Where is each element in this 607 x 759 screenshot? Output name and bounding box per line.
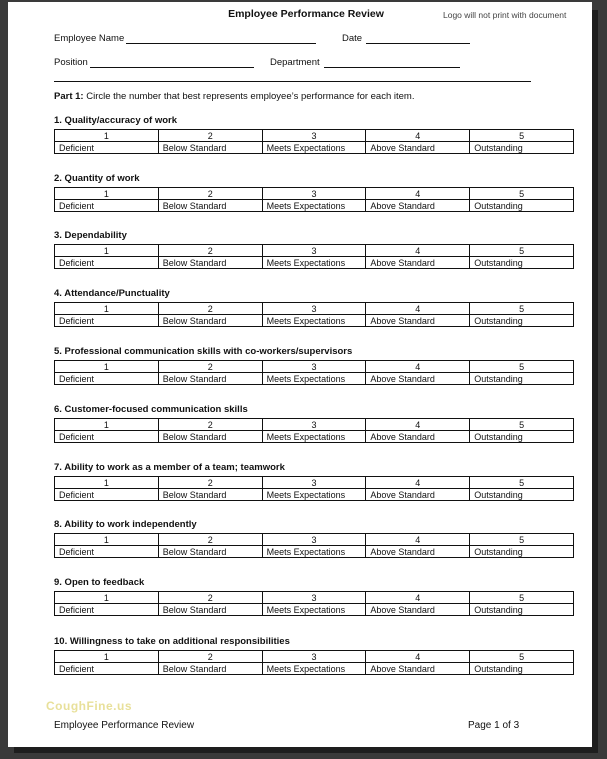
- rating-option-4[interactable]: 4: [366, 245, 470, 257]
- rating-option-5[interactable]: 5: [470, 245, 574, 257]
- rating-item-title: 9. Open to feedback: [54, 577, 145, 588]
- rating-option-3[interactable]: 3: [262, 419, 366, 431]
- rating-option-1[interactable]: 1: [55, 245, 159, 257]
- rating-option-4[interactable]: 4: [366, 130, 470, 142]
- rating-option-3[interactable]: 3: [262, 303, 366, 315]
- rating-item-9: [54, 577, 574, 616]
- date-label: Date: [342, 33, 363, 44]
- page-shadow-right: [592, 10, 598, 752]
- rating-item-title: 8. Ability to work independently: [54, 519, 197, 530]
- rating-option-2[interactable]: 2: [158, 245, 262, 257]
- rating-label-1: Deficient: [55, 489, 159, 501]
- rating-item-title: 10. Willingness to take on additional responsibilities: [54, 636, 290, 647]
- footer-page-number: Page 1 of 3: [468, 720, 520, 731]
- rating-option-3[interactable]: 3: [262, 651, 366, 663]
- logo-note: Logo will not print with document: [443, 10, 567, 20]
- rating-label-4: Above Standard: [366, 373, 470, 385]
- rating-label-5: Outstanding: [470, 257, 574, 269]
- rating-label-5: Outstanding: [470, 200, 574, 212]
- rating-scale-table: [54, 360, 574, 385]
- rating-item-1: [54, 115, 574, 154]
- rating-label-1: Deficient: [55, 142, 159, 154]
- rating-option-1[interactable]: 1: [55, 361, 159, 373]
- rating-scale-table: [54, 302, 574, 327]
- rating-item-title: 6. Customer-focused communication skills: [54, 404, 248, 415]
- rating-option-1[interactable]: 1: [55, 303, 159, 315]
- rating-item-title: 4. Attendance/Punctuality: [54, 288, 170, 299]
- rating-option-3[interactable]: 3: [262, 592, 366, 604]
- rating-label-2: Below Standard: [158, 373, 262, 385]
- instructions-part-label: Part 1:: [54, 91, 84, 102]
- rating-scale-table: [54, 187, 574, 212]
- rating-option-5[interactable]: 5: [470, 592, 574, 604]
- rating-label-2: Below Standard: [158, 604, 262, 616]
- rating-label-3: Meets Expectations: [262, 546, 366, 558]
- rating-option-2[interactable]: 2: [158, 419, 262, 431]
- rating-label-5: Outstanding: [470, 663, 574, 675]
- position-label: Position: [54, 57, 88, 68]
- rating-item-5: [54, 346, 574, 385]
- rating-option-5[interactable]: 5: [470, 477, 574, 489]
- rating-option-3[interactable]: 3: [262, 188, 366, 200]
- rating-option-5[interactable]: 5: [470, 361, 574, 373]
- employee-name-field: [54, 33, 316, 44]
- rating-scale-table: [54, 476, 574, 501]
- rating-option-2[interactable]: 2: [158, 361, 262, 373]
- footer-title: Employee Performance Review: [54, 720, 195, 731]
- rating-label-3: Meets Expectations: [262, 489, 366, 501]
- rating-item-10: [54, 636, 574, 675]
- rating-label-1: Deficient: [55, 431, 159, 443]
- rating-option-4[interactable]: 4: [366, 188, 470, 200]
- rating-scale-table: [54, 650, 574, 675]
- rating-label-2: Below Standard: [158, 546, 262, 558]
- rating-label-1: Deficient: [55, 315, 159, 327]
- rating-label-5: Outstanding: [470, 489, 574, 501]
- department-label: Department: [270, 57, 320, 68]
- rating-label-4: Above Standard: [366, 200, 470, 212]
- rating-option-2[interactable]: 2: [158, 188, 262, 200]
- rating-label-3: Meets Expectations: [262, 663, 366, 675]
- rating-item-title: 2. Quantity of work: [54, 173, 140, 184]
- header-separator: [54, 81, 531, 82]
- position-line[interactable]: [90, 57, 254, 68]
- rating-option-1[interactable]: 1: [55, 534, 159, 546]
- rating-option-3[interactable]: 3: [262, 477, 366, 489]
- rating-label-3: Meets Expectations: [262, 431, 366, 443]
- rating-label-3: Meets Expectations: [262, 142, 366, 154]
- rating-option-2[interactable]: 2: [158, 477, 262, 489]
- rating-item-title: 3. Dependability: [54, 230, 127, 241]
- rating-item-7: [54, 462, 574, 501]
- rating-option-2[interactable]: 2: [158, 534, 262, 546]
- rating-option-1[interactable]: 1: [55, 651, 159, 663]
- instructions: [54, 91, 414, 102]
- rating-option-1[interactable]: 1: [55, 419, 159, 431]
- rating-label-3: Meets Expectations: [262, 604, 366, 616]
- rating-label-5: Outstanding: [470, 546, 574, 558]
- rating-option-4[interactable]: 4: [366, 592, 470, 604]
- rating-scale-table: [54, 244, 574, 269]
- rating-label-1: Deficient: [55, 663, 159, 675]
- rating-scale-table: [54, 418, 574, 443]
- rating-label-4: Above Standard: [366, 546, 470, 558]
- rating-label-3: Meets Expectations: [262, 373, 366, 385]
- rating-label-3: Meets Expectations: [262, 257, 366, 269]
- rating-option-1[interactable]: 1: [55, 188, 159, 200]
- rating-item-title: 7. Ability to work as a member of a team; teamwork: [54, 462, 285, 473]
- department-field: [270, 57, 460, 68]
- rating-option-1[interactable]: 1: [55, 130, 159, 142]
- rating-option-4[interactable]: 4: [366, 651, 470, 663]
- rating-option-5[interactable]: 5: [470, 651, 574, 663]
- rating-label-1: Deficient: [55, 373, 159, 385]
- rating-option-4[interactable]: 4: [366, 534, 470, 546]
- rating-label-2: Below Standard: [158, 315, 262, 327]
- rating-scale-table: [54, 591, 574, 616]
- rating-scale-table: [54, 129, 574, 154]
- rating-option-1[interactable]: 1: [55, 477, 159, 489]
- rating-label-5: Outstanding: [470, 142, 574, 154]
- document-page: [8, 2, 592, 747]
- rating-item-3: [54, 230, 574, 269]
- rating-option-4[interactable]: 4: [366, 361, 470, 373]
- rating-item-2: [54, 173, 574, 212]
- rating-label-5: Outstanding: [470, 431, 574, 443]
- rating-label-4: Above Standard: [366, 315, 470, 327]
- rating-item-8: [54, 519, 574, 558]
- employee-name-line[interactable]: [126, 33, 316, 44]
- rating-label-3: Meets Expectations: [262, 200, 366, 212]
- rating-option-5[interactable]: 5: [470, 303, 574, 315]
- page-shadow-bottom: [14, 747, 598, 753]
- rating-label-4: Above Standard: [366, 604, 470, 616]
- rating-option-3[interactable]: 3: [262, 361, 366, 373]
- rating-label-4: Above Standard: [366, 257, 470, 269]
- rating-option-3[interactable]: 3: [262, 130, 366, 142]
- rating-item-title: 1. Quality/accuracy of work: [54, 115, 178, 126]
- date-field: [342, 33, 470, 44]
- rating-label-1: Deficient: [55, 200, 159, 212]
- rating-label-5: Outstanding: [470, 604, 574, 616]
- rating-label-4: Above Standard: [366, 663, 470, 675]
- rating-option-1[interactable]: 1: [55, 592, 159, 604]
- rating-option-3[interactable]: 3: [262, 245, 366, 257]
- rating-label-4: Above Standard: [366, 489, 470, 501]
- rating-option-2[interactable]: 2: [158, 592, 262, 604]
- rating-option-4[interactable]: 4: [366, 419, 470, 431]
- rating-label-4: Above Standard: [366, 142, 470, 154]
- rating-label-2: Below Standard: [158, 257, 262, 269]
- rating-label-2: Below Standard: [158, 142, 262, 154]
- rating-label-1: Deficient: [55, 604, 159, 616]
- rating-item-4: [54, 288, 574, 327]
- department-line[interactable]: [324, 57, 460, 68]
- rating-option-5[interactable]: 5: [470, 534, 574, 546]
- rating-scale-table: [54, 533, 574, 558]
- rating-item-6: [54, 404, 574, 443]
- rating-option-2[interactable]: 2: [158, 130, 262, 142]
- rating-item-title: 5. Professional communication skills with co-workers/supervisors: [54, 346, 353, 357]
- rating-label-4: Above Standard: [366, 431, 470, 443]
- rating-label-2: Below Standard: [158, 489, 262, 501]
- page-title: Employee Performance Review: [228, 8, 384, 20]
- rating-option-2[interactable]: 2: [158, 303, 262, 315]
- rating-label-3: Meets Expectations: [262, 315, 366, 327]
- rating-option-5[interactable]: 5: [470, 419, 574, 431]
- position-field: [54, 57, 254, 68]
- rating-option-3[interactable]: 3: [262, 534, 366, 546]
- rating-option-4[interactable]: 4: [366, 477, 470, 489]
- rating-label-2: Below Standard: [158, 431, 262, 443]
- rating-label-5: Outstanding: [470, 373, 574, 385]
- rating-option-4[interactable]: 4: [366, 303, 470, 315]
- rating-option-5[interactable]: 5: [470, 188, 574, 200]
- instructions-text: Circle the number that best represents employee’s performance for each item.: [86, 91, 415, 102]
- rating-label-2: Below Standard: [158, 663, 262, 675]
- rating-option-2[interactable]: 2: [158, 651, 262, 663]
- rating-label-1: Deficient: [55, 546, 159, 558]
- rating-label-1: Deficient: [55, 257, 159, 269]
- rating-label-2: Below Standard: [158, 200, 262, 212]
- date-line[interactable]: [366, 33, 470, 44]
- rating-label-5: Outstanding: [470, 315, 574, 327]
- watermark: CoughFine.us: [46, 699, 132, 713]
- rating-option-5[interactable]: 5: [470, 130, 574, 142]
- employee-name-label: Employee Name: [54, 33, 125, 44]
